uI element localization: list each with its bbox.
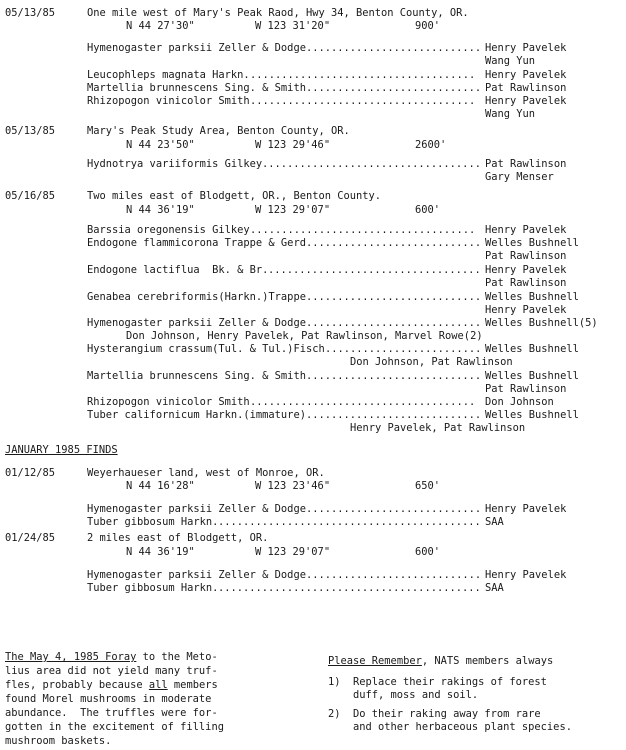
species-name: Hymenogaster parksii Zeller & Dodge [87, 503, 306, 515]
collector-extra: Pat Rawlinson [485, 383, 567, 395]
collector-extra: Don Johnson, Henry Pavelek, Pat Rawlinson, Marvel Rowe(2) [126, 330, 483, 342]
elevation: 650' [415, 480, 441, 492]
survey-location: One mile west of Mary's Peak Raod, Hwy 34, Benton County, OR. [87, 7, 469, 19]
leader-dots: ............................ [306, 82, 482, 94]
species-name: Endogone flammicorona Trappe & Gerd [87, 237, 306, 249]
species-name: Hysterangium crassum(Tul. & Tul.)Fisch [87, 343, 325, 355]
paragraph-line: mushroom baskets. [5, 735, 112, 747]
remember-item-line: Replace their rakings of forest [353, 676, 547, 688]
collector-name: Welles Bushnell [485, 237, 579, 249]
survey-location: Weyerhaueser land, west of Monroe, OR. [87, 467, 325, 479]
remember-item-line: duff, moss and soil. [353, 689, 479, 701]
species-name: Tuber gibbosum Harkn. [87, 516, 219, 528]
collector-name: Welles Bushnell [485, 409, 579, 421]
collector-name: Henry Pavelek [485, 69, 567, 81]
paragraph-line: abundance. The truffles were for- [5, 707, 218, 719]
collector-extra: Gary Menser [485, 171, 554, 183]
foray-title: The May 4, 1985 Foray [5, 651, 137, 663]
latitude: N 44 23'50" [126, 139, 195, 151]
collector-name: Henry Pavelek [485, 503, 567, 515]
collector-name: Welles Bushnell [485, 291, 579, 303]
leader-dots: .......................................... [218, 582, 481, 594]
longitude: W 123 31'20" [255, 20, 331, 32]
species-name: Genabea cerebriformis(Harkn.)Trappe [87, 291, 306, 303]
latitude: N 44 16'28" [126, 480, 195, 492]
species-name: Rhizopogon vinicolor Smith [87, 396, 250, 408]
longitude: W 123 29'07" [255, 204, 331, 216]
survey-date: 05/13/85 [5, 125, 56, 137]
remember-item-line: and other herbaceous plant species. [353, 721, 572, 733]
collector-name: SAA [485, 516, 504, 528]
collector-name: SAA [485, 582, 504, 594]
elevation: 600' [415, 204, 441, 216]
elevation: 900' [415, 20, 441, 32]
collector-extra: Henry Pavelek [485, 304, 567, 316]
longitude: W 123 29'46" [255, 139, 331, 151]
species-name: Hymenogaster parksii Zeller & Dodge [87, 42, 306, 54]
survey-location: 2 miles east of Blodgett, OR. [87, 532, 269, 544]
collector-name: Henry Pavelek [485, 42, 567, 54]
paragraph-line: to the Meto- [136, 651, 218, 663]
survey-date: 01/24/85 [5, 532, 56, 544]
remember-title: Please Remember [328, 655, 422, 667]
species-name: Tuber gibbosum Harkn. [87, 582, 219, 594]
longitude: W 123 29'07" [255, 546, 331, 558]
item-number: 2) [328, 708, 341, 720]
collector-name: Henry Pavelek [485, 224, 567, 236]
species-name: Leucophleps magnata Harkn. [87, 69, 250, 81]
collector-extra: Pat Rawlinson [485, 277, 567, 289]
species-name: Barssia oregonensis Gilkey [87, 224, 250, 236]
collector-name: Pat Rawlinson [485, 82, 567, 94]
paragraph-line: members [167, 679, 218, 691]
longitude: W 123 23'46" [255, 480, 331, 492]
collector-extra: Wang Yun [485, 108, 536, 120]
survey-date: 05/13/85 [5, 7, 56, 19]
species-name: Rhizopogon vinicolor Smith [87, 95, 250, 107]
leader-dots: ............................ [306, 42, 482, 54]
leader-dots: ............................ [306, 317, 482, 329]
leader-dots: .................................... [250, 69, 476, 81]
paragraph-line: lius area did not yield many truf- [5, 665, 218, 677]
leader-dots: .................................. [268, 264, 481, 276]
collector-name: Henry Pavelek [485, 95, 567, 107]
elevation: 600' [415, 546, 441, 558]
section-heading: JANUARY 1985 FINDS [5, 444, 118, 456]
collector-extra: Henry Pavelek, Pat Rawlinson [350, 422, 526, 434]
species-name: Hymenogaster parksii Zeller & Dodge [87, 569, 306, 581]
collector-name: Pat Rawlinson [485, 158, 567, 170]
leader-dots: ............................ [306, 569, 482, 581]
leader-dots: .................................... [250, 95, 476, 107]
species-name: Endogone lactiflua Bk. & Br. [87, 264, 269, 276]
survey-date: 05/16/85 [5, 190, 56, 202]
collector-extra: Don Johnson, Pat Rawlinson [350, 356, 513, 368]
leader-dots: ............................ [306, 409, 482, 421]
species-name: Martellia brunnescens Sing. & Smith [87, 82, 306, 94]
latitude: N 44 27'30" [126, 20, 195, 32]
paragraph-line: found Morel mushrooms in moderate [5, 693, 212, 705]
leader-dots: .......................................... [218, 516, 481, 528]
leader-dots: ......................... [325, 343, 482, 355]
species-name: Hydnotrya variiformis Gilkey [87, 158, 263, 170]
collector-extra: Wang Yun [485, 55, 536, 67]
paragraph-line: fles, probably because [5, 679, 149, 691]
paragraph-line: gotten in the excitement of filling [5, 721, 224, 733]
collector-name: Henry Pavelek [485, 569, 567, 581]
collector-name: Welles Bushnell [485, 370, 579, 382]
collector-extra: Pat Rawlinson [485, 250, 567, 262]
species-name: Hymenogaster parksii Zeller & Dodge [87, 317, 306, 329]
latitude: N 44 36'19" [126, 546, 195, 558]
remember-item-line: Do their raking away from rare [353, 708, 541, 720]
survey-location: Mary's Peak Study Area, Benton County, OR. [87, 125, 350, 137]
survey-location: Two miles east of Blodgett, OR., Benton County. [87, 190, 382, 202]
collector-name: Henry Pavelek [485, 264, 567, 276]
remember-intro: , NATS members always [421, 655, 554, 667]
leader-dots: ............................ [306, 291, 482, 303]
elevation: 2600' [415, 139, 447, 151]
latitude: N 44 36'19" [126, 204, 195, 216]
leader-dots: .................................... [250, 396, 476, 408]
leader-dots: ................................... [262, 158, 481, 170]
emphasis-word: all [148, 679, 168, 691]
item-number: 1) [328, 676, 341, 688]
collector-name: Welles Bushnell [485, 343, 579, 355]
collector-name: Welles Bushnell(5) [485, 317, 598, 329]
species-name: Martellia brunnescens Sing. & Smith [87, 370, 306, 382]
survey-date: 01/12/85 [5, 467, 56, 479]
species-name: Tuber californicum Harkn.(immature) [87, 409, 306, 421]
leader-dots: ............................ [306, 370, 482, 382]
leader-dots: ............................ [306, 503, 482, 515]
leader-dots: ............................ [306, 237, 482, 249]
collector-name: Don Johnson [485, 396, 554, 408]
leader-dots: .................................... [250, 224, 476, 236]
